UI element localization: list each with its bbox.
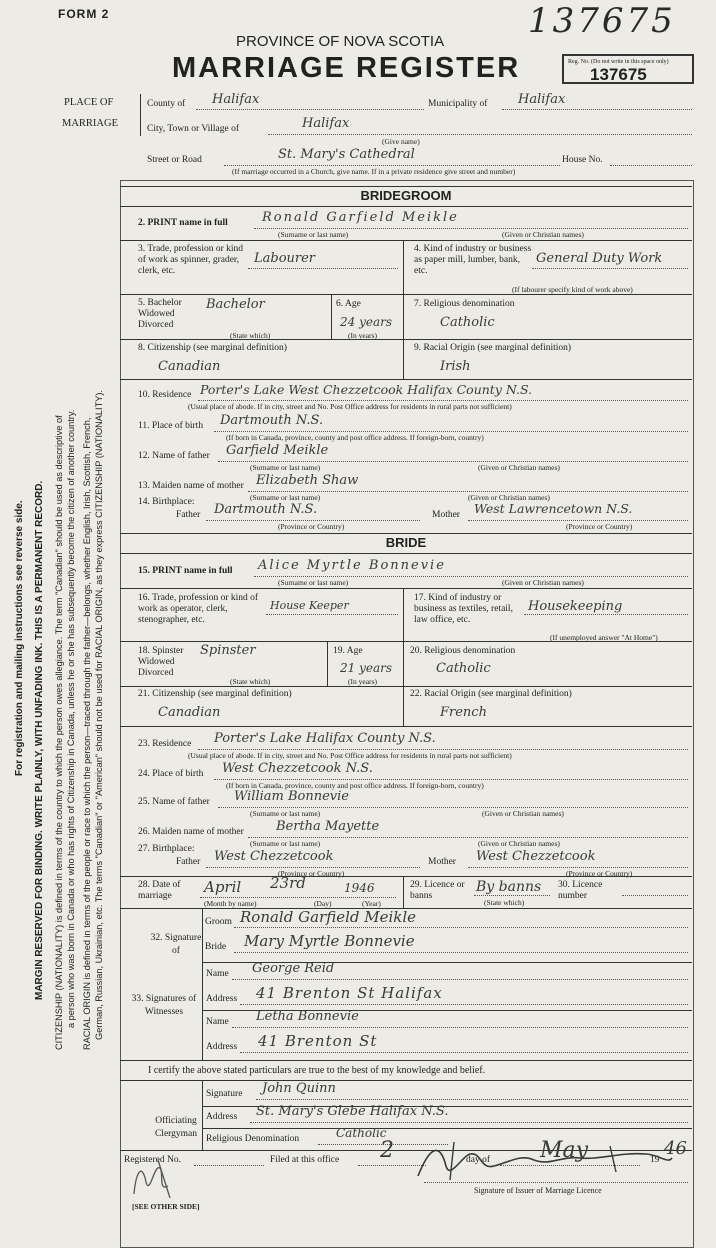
field-32-label: 32. Signature of	[150, 933, 202, 956]
groom-name-value: Ronald Garfield Meikle	[262, 210, 459, 225]
groom-father-value: Garfield Meikle	[226, 443, 329, 458]
field-29-label: 29. Licence or banns	[410, 880, 465, 901]
give-name-note: (Give name)	[382, 137, 420, 146]
officiant-religion: Catholic	[336, 1126, 387, 1140]
witness-2-name: Letha Bonnevie	[256, 1009, 359, 1024]
certify-statement: I certify the above stated particulars are true to the best of my knowledge and belief.	[148, 1065, 486, 1076]
groom-birthplace-value: Dartmouth N.S.	[220, 413, 324, 428]
officiant-address-label: Address	[206, 1112, 238, 1122]
bride-heading: BRIDE	[385, 535, 427, 550]
officiant-address: St. Mary's Glebe Halifax N.S.	[256, 1104, 449, 1119]
field-26-label: 26. Maiden name of mother	[138, 827, 244, 837]
filed-label: Filed at this office	[270, 1155, 340, 1165]
groom-signature: Ronald Garfield Meikle	[240, 908, 417, 926]
county-value: Halifax	[212, 92, 260, 107]
field-28-sub-month: (Month by name)	[204, 899, 257, 908]
field-14-mother-label: Mother	[432, 510, 460, 520]
groom-mother-value: Elizabeth Shaw	[256, 473, 359, 488]
field-27-label: 27. Birthplace:	[138, 844, 195, 854]
field-18-label: 18. Spinster Widowed Divorced	[138, 646, 184, 678]
field-27-mother-label: Mother	[428, 857, 456, 867]
bride-birthplace-value: West Chezzetcook N.S.	[222, 761, 373, 776]
filed-day-value: 2	[380, 1138, 394, 1163]
reg-no-stamp: 137675	[590, 65, 647, 84]
bride-marital-status-value: Spinster	[200, 643, 256, 658]
witness-1-address: 41 Brenton St Halifax	[256, 984, 443, 1002]
witness-1-name: George Reid	[252, 961, 335, 976]
registered-no-label: Registered No.	[124, 1155, 181, 1165]
field-23-note: (Usual place of abode. If in city, street and No. Post Office address for residents in rural parts not sufficient)	[188, 751, 512, 760]
field-25-label: 25. Name of father	[138, 797, 210, 807]
day-of-label: day of	[466, 1155, 491, 1165]
witness-1-address-label: Address	[206, 994, 238, 1004]
licence-or-banns-value: By banns	[476, 879, 542, 895]
field-16-label: 16. Trade, profession or kind of work as operator, clerk, stenographer, etc.	[138, 593, 259, 625]
marriage-year-value: 1946	[344, 881, 375, 895]
bride-religion-value: Catholic	[436, 661, 491, 676]
street-note: (If marriage occurred in a Church, give name. If in a private residence give street and number)	[232, 167, 516, 176]
field-25-sub2: (Given or Christian names)	[482, 809, 564, 818]
field-23-label: 23. Residence	[138, 739, 192, 749]
reg-no-box	[562, 54, 694, 84]
bride-residence-value: Porter's Lake Halifax County N.S.	[214, 731, 436, 746]
field-11-label: 11. Place of birth	[138, 421, 204, 431]
field-26-sub2: (Given or Christian names)	[478, 839, 560, 848]
house-no-label: House No.	[562, 155, 603, 165]
field-4-label: 4. Kind of industry or business as paper mill, lumber, bank, etc.	[414, 244, 532, 276]
field-17-label: 17. Kind of industry or business as textiles, retail, law office, etc.	[414, 593, 513, 625]
municipality-value: Halifax	[518, 92, 566, 107]
field-26-sub1: (Surname or last name)	[250, 839, 321, 848]
field-5-sub: (State which)	[230, 331, 271, 340]
city-value: Halifax	[302, 116, 350, 131]
bride-citizenship-value: Canadian	[158, 705, 221, 720]
field-2-label	[138, 219, 228, 229]
field-6-label: 6. Age	[336, 299, 361, 309]
groom-father-birthplace-value: Dartmouth N.S.	[214, 502, 318, 517]
bride-name-value: Alice Myrtle Bonnevie	[258, 558, 446, 573]
field-24-note: (If born in Canada, province, county and post office address. If foreign-born, country)	[226, 781, 484, 790]
field-17-note: (If unemployed answer "At Home")	[550, 633, 658, 642]
field-4-note: (If labourer specify kind of work above)	[512, 285, 633, 294]
filed-year-prefix: 19	[650, 1155, 660, 1165]
field-15-label	[138, 567, 233, 577]
field-25-sub1: (Surname or last name)	[250, 809, 321, 818]
witness-2-address: 41 Brenton St	[258, 1032, 378, 1050]
groom-mother-birthplace-value: West Lawrencetown N.S.	[474, 501, 633, 516]
groom-industry-value: General Duty Work	[536, 251, 663, 266]
field-19-label: 19. Age	[333, 646, 363, 656]
field-24-label: 24. Place of birth	[138, 769, 204, 779]
field-11-note: (If born in Canada, province, county and post office address. If foreign-born, country)	[226, 433, 484, 442]
marriage-label: MARRIAGE	[62, 118, 119, 129]
field-19-sub: (In years)	[348, 677, 377, 686]
margin-line-3: CITIZENSHIP (NATIONALITY) is defined in terms of the country to which the person owes allegiance. The term "Canadian" should be used as descriptive of	[54, 415, 64, 1050]
street-value: St. Mary's Cathedral	[278, 147, 415, 162]
bride-racial-origin-value: French	[440, 705, 487, 720]
filed-year-value: 46	[664, 1138, 687, 1159]
field-13-sub1: (Surname or last name)	[250, 493, 321, 502]
field-3-label: 3. Trade, profession or kind of work as spinner, grader, clerk, etc.	[138, 244, 244, 276]
field-20-label: 20. Religious denomination	[410, 646, 516, 656]
bride-mother-value: Bertha Mayette	[276, 819, 380, 834]
reg-no-label: Reg. No. (Do not write in this space only)	[568, 59, 669, 65]
groom-racial-origin-value: Irish	[440, 359, 471, 374]
bride-mother-birthplace-value: West Chezzetcook	[476, 849, 596, 864]
place-of-label: PLACE OF	[64, 97, 114, 108]
filed-month-value: May	[540, 1138, 589, 1163]
field-10-label: 10. Residence	[138, 390, 192, 400]
witness-1-name-label: Name	[206, 969, 229, 979]
municipality-label: Municipality of	[428, 99, 488, 109]
field-15-text: 15. PRINT name in full	[138, 566, 233, 576]
field-8-label: 8. Citizenship (see marginal definition)	[138, 343, 287, 353]
field-14-sub-father: (Province or Country)	[278, 522, 345, 531]
witness-2-address-label: Address	[206, 1042, 238, 1052]
field-27-sub-father: (Province or Country)	[278, 869, 345, 878]
margin-line-6: German, Russian, Ukrainian, etc. The terms "Canadian" or "American" should not be used for RACIAL ORIGIN, as they express CITIZENSHIP (NATIONALITY).	[94, 390, 104, 1040]
field-14-label: 14. Birthplace:	[138, 497, 195, 507]
bride-signature: Mary Myrtle Bonnevie	[244, 932, 415, 950]
bride-father-birthplace-value: West Chezzetcook	[214, 849, 334, 864]
field-27-father-label: Father	[176, 857, 201, 867]
margin-line-2: MARGIN RESERVED FOR BINDING. WRITE PLAINLY, WITH UNFADING INK. THIS IS A PERMANENT RECORD.	[34, 480, 45, 1000]
field-28-sub-year: (Year)	[362, 899, 381, 908]
field-15-sub2: (Given or Christian names)	[502, 578, 584, 587]
witness-2-name-label: Name	[206, 1017, 229, 1027]
groom-residence-value: Porter's Lake West Chezzetcook Halifax County N.S.	[200, 382, 533, 397]
field-14-sub-mother: (Province or Country)	[566, 522, 633, 531]
groom-occupation-value: Labourer	[254, 251, 316, 266]
field-7-label: 7. Religious denomination	[414, 299, 515, 309]
field-12-label: 12. Name of father	[138, 451, 210, 461]
field-12-sub2: (Given or Christian names)	[478, 463, 560, 472]
page-title: MARRIAGE REGISTER	[172, 52, 521, 84]
field-29-sub: (State which)	[484, 898, 525, 907]
county-label: County of	[147, 99, 186, 109]
city-label: City, Town or Village of	[147, 124, 239, 134]
officiant-religion-label: Religious Denomination	[206, 1134, 300, 1144]
field-18-sub: (State which)	[230, 677, 271, 686]
officiant-signature: John Quinn	[262, 1081, 336, 1096]
field-13-label: 13. Maiden name of mother	[138, 481, 244, 491]
margin-line-1: For registration and mailing instructions see reverse side.	[14, 500, 25, 776]
field-28-label: 28. Date of marriage	[138, 880, 181, 901]
margin-line-4: a person who was born in Canada or who has rights of Citizenship in Canada, unless he or she has subsequently become the citizen of another country.	[66, 409, 76, 1028]
field-21-label: 21. Citizenship (see marginal definition)	[138, 689, 292, 699]
groom-citizenship-value: Canadian	[158, 359, 221, 374]
field-9-label: 9. Racial Origin (see marginal definition)	[414, 343, 572, 353]
bride-label: Bride	[205, 942, 227, 952]
field-22-label: 22. Racial Origin (see marginal definition)	[410, 689, 572, 699]
field-2-text: 2. PRINT name in full	[138, 218, 228, 228]
handwritten-register-number: 137675	[528, 1, 676, 41]
field-15-sub1: (Surname or last name)	[278, 578, 349, 587]
field-2-sub2: (Given or Christian names)	[502, 230, 584, 239]
bride-occupation-value: House Keeper	[270, 599, 349, 612]
field-30-label: 30. Licence number	[558, 880, 603, 901]
field-28-sub-day: (Day)	[314, 899, 332, 908]
groom-label: Groom	[205, 917, 232, 927]
bride-age-value: 21 years	[340, 661, 393, 675]
officiating-clergyman-label: Officiating Clergyman	[154, 1116, 198, 1139]
field-12-sub1: (Surname or last name)	[250, 463, 321, 472]
street-label: Street or Road	[147, 155, 202, 165]
issuer-signature	[410, 1136, 680, 1184]
margin-line-5: RACIAL ORIGIN is defined in terms of the people or race to which the person—traced through the father—belongs, whether English, Irish, Scottish, French,	[82, 417, 92, 1050]
field-13-sub2: (Given or Christian names)	[468, 493, 550, 502]
province-heading: PROVINCE OF NOVA SCOTIA	[236, 33, 445, 50]
issuer-signature-label: Signature of Issuer of Marriage Licence	[474, 1186, 602, 1195]
field-2-sub1: (Surname or last name)	[278, 230, 349, 239]
groom-marital-status-value: Bachelor	[206, 297, 265, 312]
marriage-day-value: 23rd	[270, 874, 306, 892]
field-6-sub: (In years)	[348, 331, 377, 340]
officiant-signature-label: Signature	[206, 1089, 243, 1099]
field-5-label: 5. Bachelor Widowed Divorced	[138, 298, 182, 330]
groom-age-value: 24 years	[340, 315, 393, 329]
form-number: FORM 2	[58, 7, 110, 21]
bride-father-value: William Bonnevie	[234, 789, 349, 804]
margin-initials	[128, 1152, 178, 1204]
see-other-side: [SEE OTHER SIDE]	[132, 1202, 200, 1211]
bridegroom-heading: BRIDEGROOM	[360, 188, 452, 203]
field-33-label: 33. Signatures of Witnesses	[131, 994, 197, 1017]
groom-religion-value: Catholic	[440, 315, 495, 330]
field-14-father-label: Father	[176, 510, 201, 520]
field-27-sub-mother: (Province or Country)	[566, 869, 633, 878]
bride-industry-value: Housekeeping	[528, 599, 623, 614]
field-10-note: (Usual place of abode. If in city, street and No. Post Office address for residents in rural parts not sufficient)	[188, 402, 512, 411]
marriage-month-value: April	[204, 878, 242, 896]
